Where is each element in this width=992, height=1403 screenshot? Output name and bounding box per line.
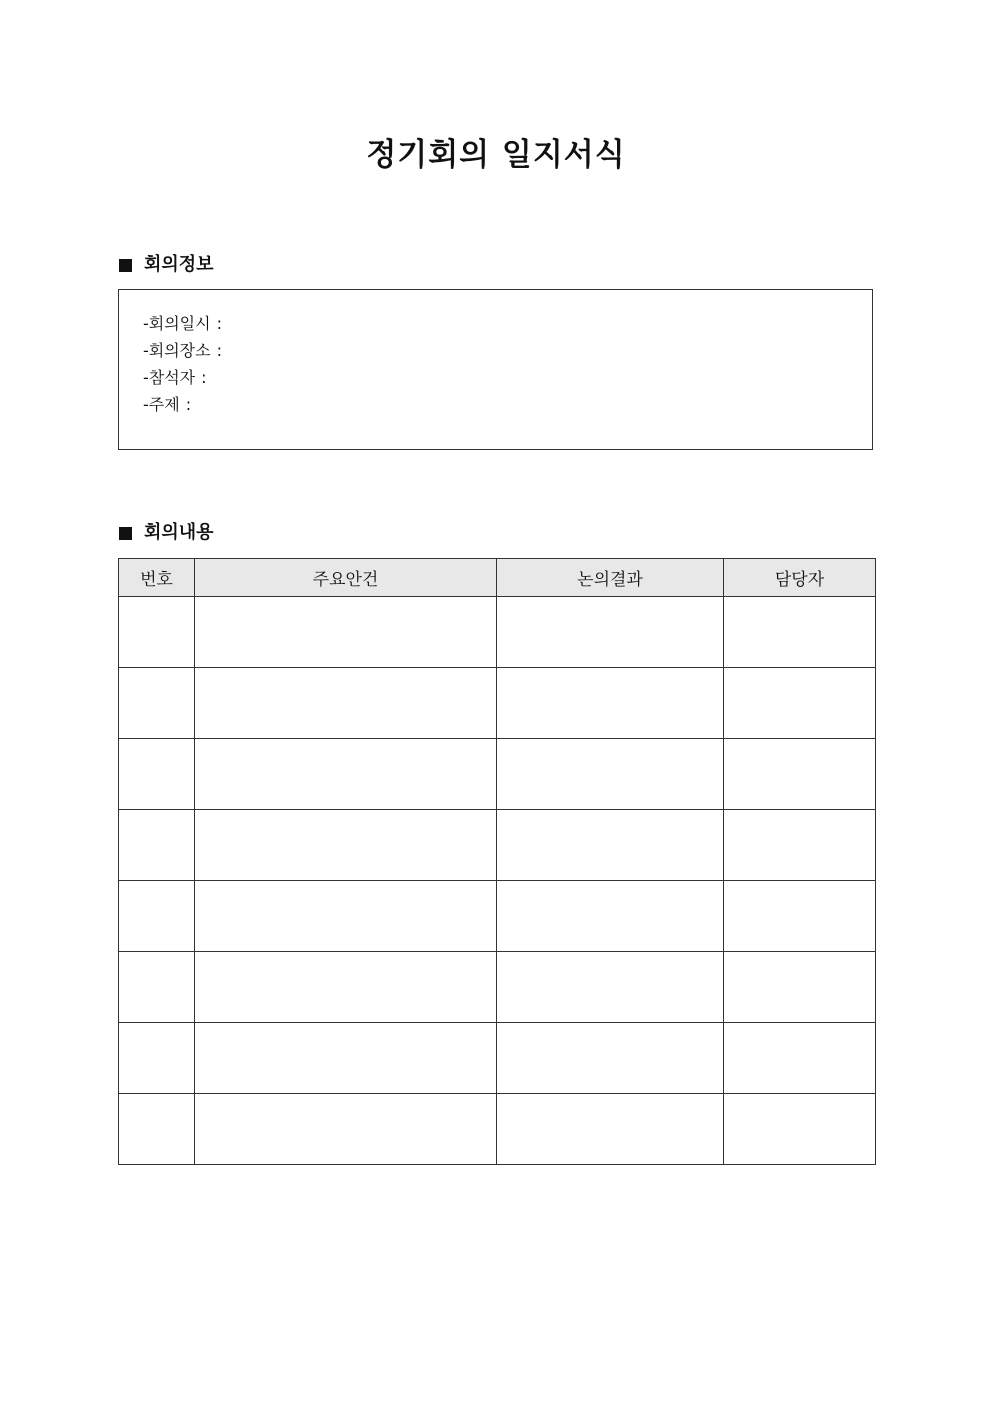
table-row — [119, 881, 876, 952]
table-row — [119, 1094, 876, 1165]
cell-result[interactable] — [497, 739, 724, 810]
section-heading-label: 회의정보 — [144, 254, 214, 275]
cell-agenda[interactable] — [195, 668, 497, 739]
cell-assignee[interactable] — [724, 810, 876, 881]
cell-result[interactable] — [497, 952, 724, 1023]
column-header-assignee: 담당자 — [724, 559, 876, 597]
page-title: 정기회의 일지서식 — [366, 137, 626, 173]
cell-result[interactable] — [497, 1094, 724, 1165]
table-row — [119, 597, 876, 668]
info-field-colon: : — [185, 395, 192, 414]
info-field-label: -회의일시 — [143, 314, 211, 333]
cell-result[interactable] — [497, 597, 724, 668]
info-field-date[interactable] — [143, 310, 872, 337]
column-header-number: 번호 — [119, 559, 195, 597]
cell-result[interactable] — [497, 881, 724, 952]
cell-agenda[interactable] — [195, 952, 497, 1023]
table-header-row — [119, 559, 876, 597]
cell-number[interactable] — [119, 1094, 195, 1165]
cell-number[interactable] — [119, 810, 195, 881]
cell-agenda[interactable] — [195, 597, 497, 668]
cell-agenda[interactable] — [195, 881, 497, 952]
info-field-label: -회의장소 — [143, 341, 211, 360]
table-row — [119, 810, 876, 881]
cell-number[interactable] — [119, 881, 195, 952]
table-row — [119, 952, 876, 1023]
cell-result[interactable] — [497, 810, 724, 881]
cell-assignee[interactable] — [724, 1023, 876, 1094]
column-header-agenda: 주요안건 — [195, 559, 497, 597]
cell-result[interactable] — [497, 668, 724, 739]
cell-assignee[interactable] — [724, 952, 876, 1023]
info-field-colon: : — [216, 341, 222, 360]
info-field-label: -참석자 — [143, 368, 196, 387]
cell-agenda[interactable] — [195, 739, 497, 810]
square-bullet-icon — [119, 259, 132, 272]
cell-agenda[interactable] — [195, 1023, 497, 1094]
section-heading-label: 회의내용 — [144, 522, 214, 543]
info-field-colon: : — [201, 368, 207, 387]
cell-number[interactable] — [119, 597, 195, 668]
cell-assignee[interactable] — [724, 739, 876, 810]
meeting-info-box — [118, 289, 873, 450]
cell-number[interactable] — [119, 668, 195, 739]
info-field-attendees[interactable] — [143, 364, 872, 391]
cell-result[interactable] — [497, 1023, 724, 1094]
cell-agenda[interactable] — [195, 1094, 497, 1165]
cell-assignee[interactable] — [724, 1094, 876, 1165]
info-field-location[interactable] — [143, 337, 872, 364]
cell-assignee[interactable] — [724, 597, 876, 668]
column-header-result: 논의결과 — [497, 559, 724, 597]
cell-number[interactable] — [119, 952, 195, 1023]
meeting-content-table — [118, 558, 876, 1165]
table-row — [119, 1023, 876, 1094]
cell-number[interactable] — [119, 739, 195, 810]
cell-assignee[interactable] — [724, 881, 876, 952]
section-heading-meeting-content — [119, 521, 214, 545]
cell-assignee[interactable] — [724, 668, 876, 739]
cell-agenda[interactable] — [195, 810, 497, 881]
info-field-colon: : — [216, 314, 222, 333]
section-heading-meeting-info — [119, 253, 214, 277]
square-bullet-icon — [119, 527, 132, 540]
info-field-topic[interactable] — [143, 391, 872, 418]
table-row — [119, 668, 876, 739]
info-field-label: -주제 — [143, 395, 180, 414]
cell-number[interactable] — [119, 1023, 195, 1094]
table-row — [119, 739, 876, 810]
